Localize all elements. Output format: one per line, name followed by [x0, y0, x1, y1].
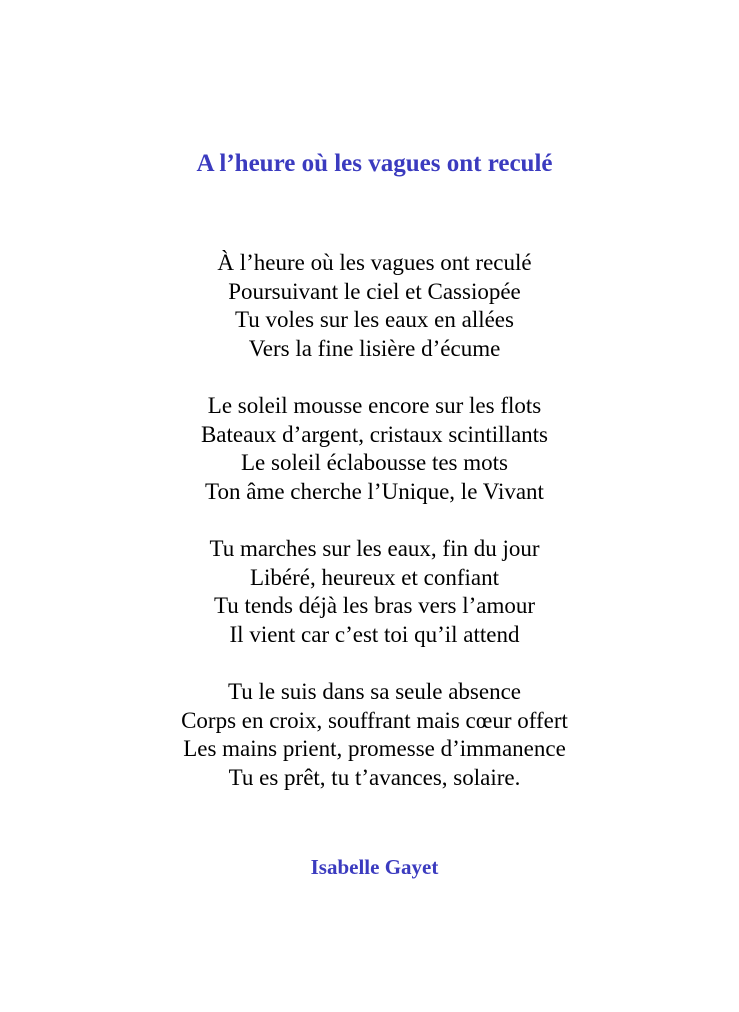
poem-line: Tu le suis dans sa seule absence [228, 679, 521, 704]
poem-line: Ton âme cherche l’Unique, le Vivant [205, 478, 544, 504]
poem-line: Tu tends déjà les bras vers l’amour [213, 593, 536, 618]
poem-line: Il vient car c’est toi qu’il attend [229, 621, 520, 647]
stanza [0, 678, 739, 792]
poem-line: Vers la fine lisière d’écume [248, 335, 501, 361]
poem-line: Poursuivant le ciel et Cassiopée [228, 278, 521, 304]
poem-line: Les mains prient, promesse d’immanence [183, 736, 566, 761]
poem-line: Le soleil éclabousse tes mots [241, 450, 508, 475]
stanza [0, 392, 739, 506]
poem-line: Libéré, heureux et confiant [249, 564, 500, 590]
poem-line: Le soleil mousse encore sur les flots [207, 393, 542, 418]
stanza [0, 535, 739, 649]
poem-line: À l’heure où les vagues ont reculé [217, 250, 532, 275]
poem-line: Bateaux d’argent, cristaux scintillants [200, 421, 549, 447]
poem-line: Corps en croix, souffrant mais cœur offert [181, 707, 568, 733]
author-name: Isabelle Gayet [310, 855, 439, 879]
poem-line: Tu voles sur les eaux en allées [235, 307, 514, 332]
poem-title: A l’heure où les vagues ont reculé [196, 150, 553, 177]
poem-body [0, 249, 739, 821]
stanza [0, 249, 739, 363]
poem-line: Tu es prêt, tu t’avances, solaire. [228, 764, 521, 790]
poem-line: Tu marches sur les eaux, fin du jour [209, 536, 540, 561]
